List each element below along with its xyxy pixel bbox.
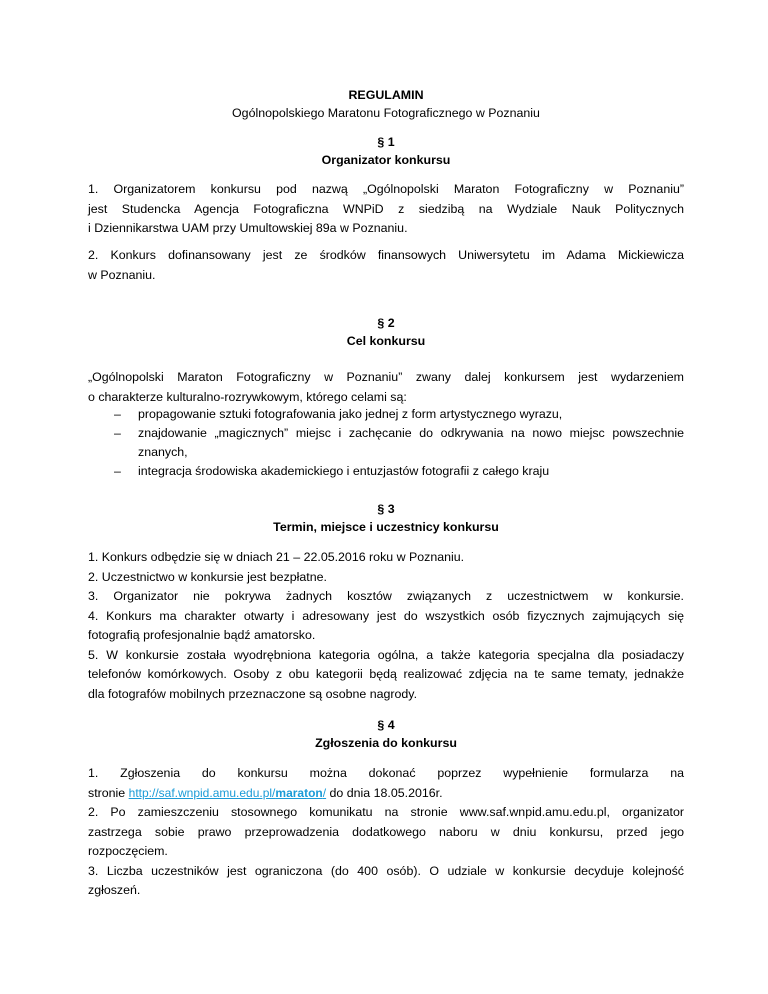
dash-bullet-icon: – <box>114 426 121 440</box>
dash-bullet-icon: – <box>114 407 121 421</box>
text-line: 1. Organizatorem konkursu pod nazwą „Ogólnopolski Maraton Fotograficzny w Poznaniu” <box>88 182 684 196</box>
text-line: o charakterze kulturalno-rozrywkowym, którego celami są: <box>88 389 407 404</box>
section-2-intro <box>88 368 684 407</box>
document-subtitle: Ogólnopolskiego Maratonu Fotograficznego w Poznaniu <box>232 106 540 120</box>
text-line: rozpoczęciem. <box>88 844 168 858</box>
section-3-number: § 3 <box>377 502 395 516</box>
text-line: w Poznaniu. <box>88 267 156 282</box>
text-line: zastrzega sobie prawo przeprowadzenia dodatkowego naboru w dniu konkursu, przed jego <box>88 824 684 839</box>
section-2-number: § 2 <box>377 316 395 330</box>
section-4-number: § 4 <box>377 718 395 732</box>
section-1-heading: Organizator konkursu <box>321 153 451 167</box>
text-line: 2. Po zamieszczeniu stosownego komunikatu na stronie www.saf.wnpid.amu.edu.pl, organizator <box>88 805 684 819</box>
document-title: REGULAMIN <box>348 88 424 102</box>
text-line: 3. Organizator nie pokrywa żadnych kosztów związanych z uczestnictwem w konkursie. <box>88 589 684 603</box>
section-3-body <box>88 548 684 704</box>
text-line: 2. Konkurs dofinansowany jest ze środków finansowych Uniwersytetu im Adama Mickiewicza <box>88 248 684 262</box>
text-line: 1. Zgłoszenia do konkursu można dokonać poprzez wypełnienie formularza na <box>88 766 684 780</box>
section-1-paragraph-1 <box>88 180 684 239</box>
registration-form-link[interactable]: http://saf.wnpid.amu.edu.pl/maraton/ <box>128 785 327 800</box>
dash-bullet-icon: – <box>114 464 121 478</box>
text-line: 5. W konkursie została wyodrębniona kategoria ogólna, a także kategoria specjalna dla posiadaczy <box>88 647 684 662</box>
text-line: 4. Konkurs ma charakter otwarty i adresowany jest do wszystkich osób fizycznych zajmujących się <box>88 608 684 623</box>
section-2-heading: Cel konkursu <box>346 334 426 348</box>
text-line: jest Studencka Agencja Fotograficzna WNPiD z siedzibą na Wydziale Nauk Politycznych <box>88 201 684 216</box>
text-line: fotografią profesjonalnie bądź amatorsko. <box>88 628 316 642</box>
text-line-with-link: stronie http://saf.wnpid.amu.edu.pl/maraton/ do dnia 18.05.2016r. <box>88 785 443 800</box>
text-line: 2. Uczestnictwo w konkursie jest bezpłatne. <box>88 569 327 584</box>
section-1-paragraph-2 <box>88 246 684 285</box>
text-line: telefonów komórkowych. Osoby z obu kategorii będą realizować zdjęcia na te same tematy, jednakże <box>88 667 684 681</box>
section-4-body <box>88 764 684 901</box>
section-1-number: § 1 <box>377 135 395 149</box>
text-line: 1. Konkurs odbędzie się w dniach 21 – 22.05.2016 roku w Poznaniu. <box>88 550 465 564</box>
text-line: dla fotografów mobilnych przeznaczone są osobne nagrody. <box>88 686 418 701</box>
text-line: „Ogólnopolski Maraton Fotograficzny w Poznaniu” zwany dalej konkursem jest wydarzeniem <box>88 370 684 384</box>
section-3-heading: Termin, miejsce i uczestnicy konkursu <box>273 520 499 534</box>
section-4-heading: Zgłoszenia do konkursu <box>315 736 457 750</box>
text-line: i Dziennikarstwa UAM przy Umultowskiej 89a w Poznaniu. <box>88 221 408 235</box>
text-line: 3. Liczba uczestników jest ograniczona (do 400 osób). O udziale w konkursie decyduje kolejność <box>88 863 684 878</box>
text-line: zgłoszeń. <box>88 883 141 897</box>
